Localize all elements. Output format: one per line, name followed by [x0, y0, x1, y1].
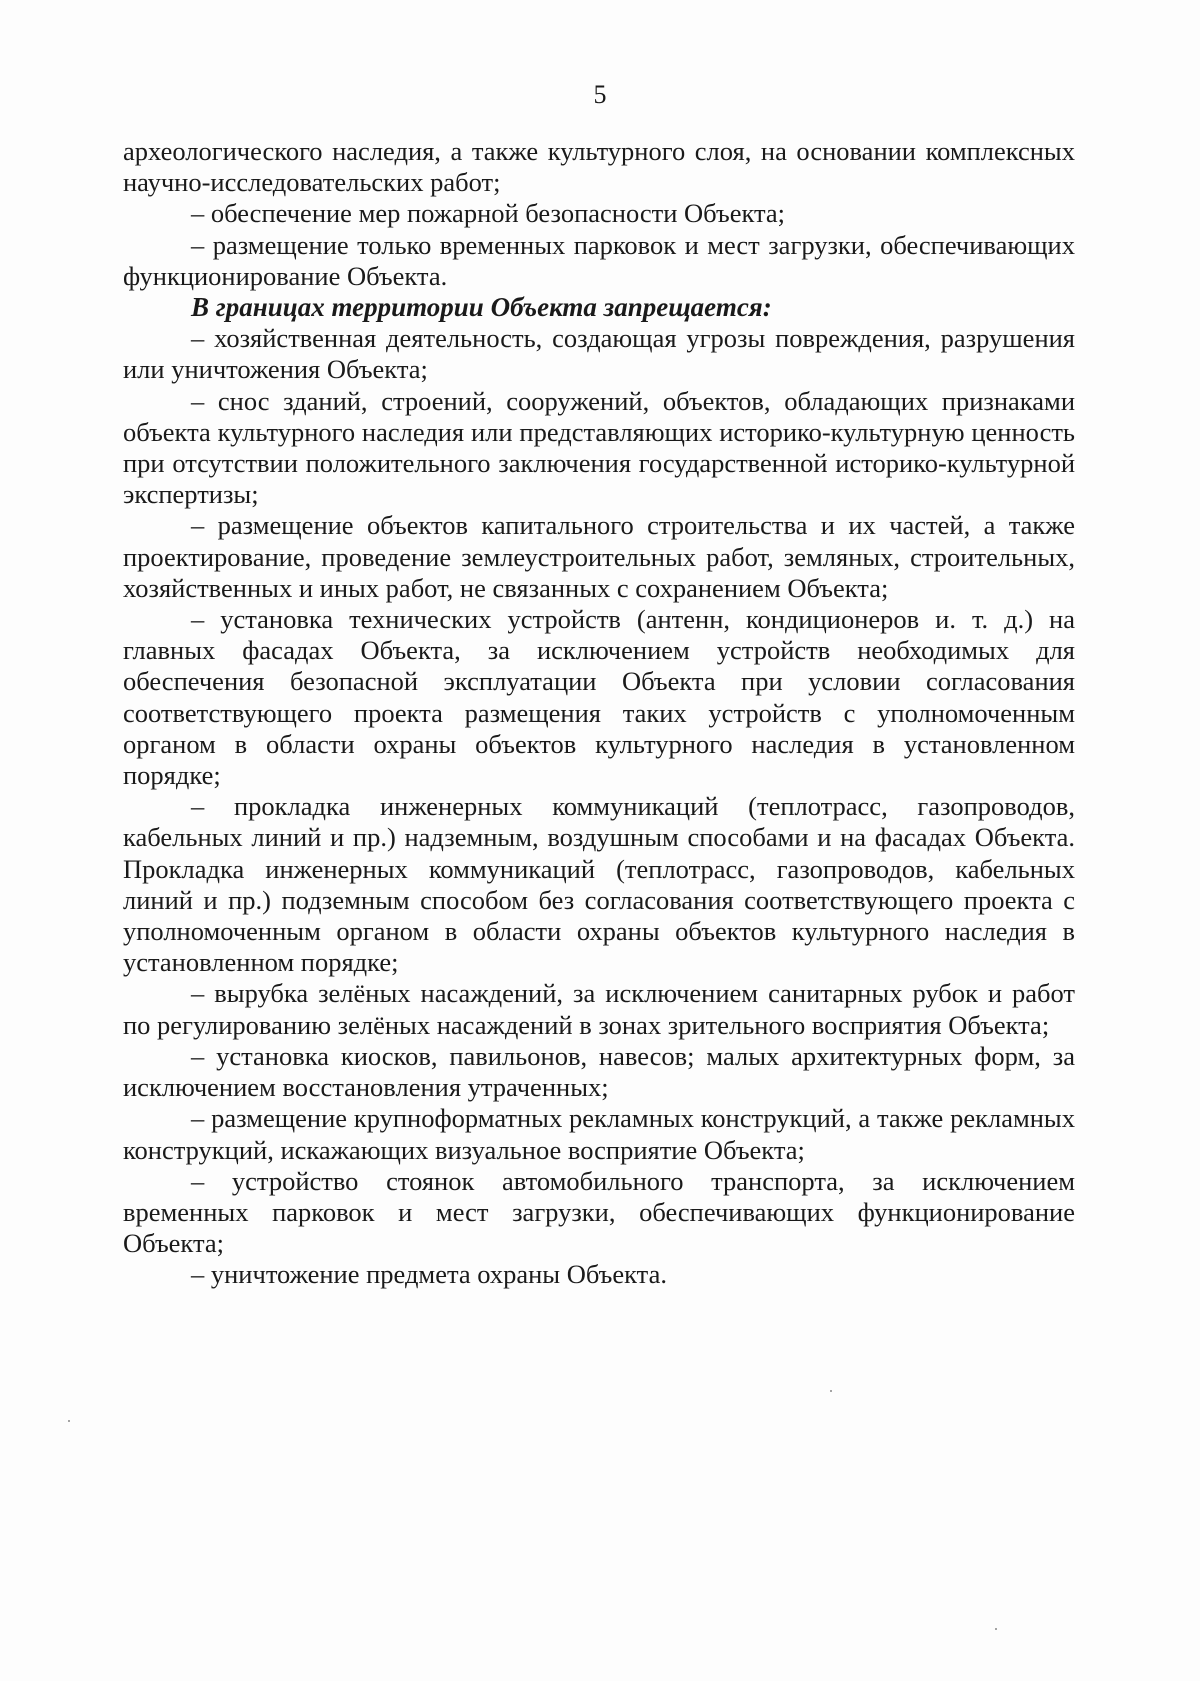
paragraph-fire-safety: – обеспечение мер пожарной безопасности Объекта; [191, 198, 786, 229]
prohibition-technical-devices: – установка технических устройств (антенн, кондиционеров и. т. д.) на главных фасадах Объекта, за исключением устройств необходимых для обеспечения безопасной эксплуатации Объекта при условии согласования соответствующего проекта размещения таких устройств с уполномоченным органом в области охраны объектов культурного наследия в установленном порядке; [123, 604, 1075, 791]
scan-speck [995, 1628, 997, 1630]
paragraph-cultural-layer: археологического наследия, а также культурного слоя, на основании комплексных научно-исследовательских работ; [123, 136, 1075, 198]
prohibition-tree-felling: – вырубка зелёных насаждений, за исключением санитарных рубок и работ по регулированию зелёных насаждений в зонах зрительного восприятия Объекта; [123, 978, 1075, 1040]
prohibition-capital-construction: – размещение объектов капитального строительства и их частей, а также проектирование, проведение землеустроительных работ, земляных, строительных, хозяйственных и иных работ, не связанных с сохранением Объекта; [123, 510, 1075, 603]
page-number: 5 [593, 80, 607, 109]
document-body [123, 136, 1075, 1291]
prohibition-parking-lots: – устройство стоянок автомобильного транспорта, за исключением временных парковок и мест загрузки, обеспечивающих функционирование Объекта; [123, 1165, 1075, 1259]
prohibition-advertising: – размещение крупноформатных рекламных конструкций, а также рекламных конструкций, искажающих визуальное восприятие Объекта; [123, 1103, 1075, 1165]
prohibition-economic-activity: – хозяйственная деятельность, создающая угрозы повреждения, разрушения или уничтожения Объекта; [123, 323, 1075, 385]
prohibition-kiosks: – установка киосков, павильонов, навесов; малых архитектурных форм, за исключением восстановления утраченных; [123, 1040, 1075, 1103]
section-heading: В границах территории Объекта запрещается: [191, 292, 772, 323]
prohibition-demolition: – снос зданий, строений, сооружений, объектов, обладающих признаками объекта культурного наследия или представляющих историко-культурную ценность при отсутствии положительного заключения государственной историко-культурной экспертизы; [123, 385, 1075, 510]
paragraph-temporary-parking: – размещение только временных парковок и мест загрузки, обеспечивающих функционирование Объекта. [123, 229, 1075, 291]
scan-speck [68, 1420, 70, 1422]
scan-speck [830, 1390, 832, 1392]
prohibition-utility-lines: – прокладка инженерных коммуникаций (теплотрасс, газопроводов, кабельных линий и пр.) надземным, воздушным способами и на фасадах Объекта. Прокладка инженерных коммуникаций (теплотрасс, газопроводов, кабельных линий и пр.) подземным способом без согласования соответствующего проекта с уполномоченным органом в области охраны объектов культурного наследия в установленном порядке; [123, 791, 1075, 978]
prohibition-destruction: – уничтожение предмета охраны Объекта. [191, 1259, 667, 1290]
